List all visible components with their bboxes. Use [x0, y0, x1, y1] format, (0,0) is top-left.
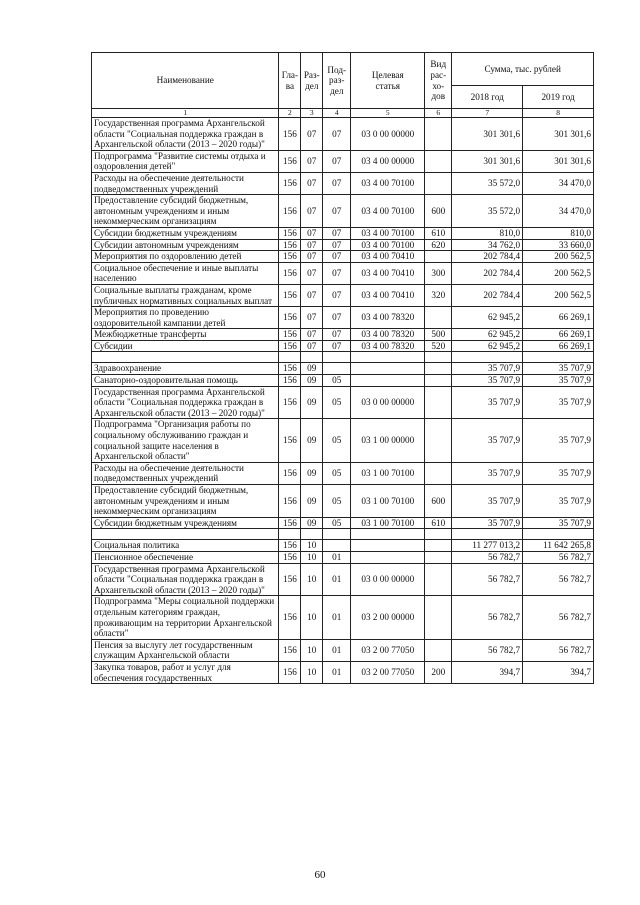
column-number: 8	[523, 109, 594, 118]
row-name: Межбюджетные трансферты	[92, 329, 279, 341]
row-vid	[425, 419, 452, 462]
blank-cell	[425, 352, 452, 363]
row-amount-2019: 56 782,7	[523, 639, 594, 661]
row-target: 03 0 00 00000	[351, 386, 425, 419]
row-target: 03 4 00 78320	[351, 307, 425, 329]
table-body	[92, 118, 594, 684]
table-row	[92, 419, 594, 462]
row-podrazdel: 07	[323, 307, 351, 329]
row-vid	[425, 386, 452, 419]
row-podrazdel: 07	[323, 150, 351, 172]
row-name: Предоставление субсидий бюджетным, автономным учреждениям и иным некоммерческим организациям	[92, 485, 279, 518]
blank-cell	[301, 352, 323, 363]
blank-row	[92, 529, 594, 540]
column-number: 2	[279, 109, 301, 118]
row-amount-2019: 56 782,7	[523, 551, 594, 563]
row-podrazdel: 07	[323, 262, 351, 284]
row-name: Расходы на обеспечение деятельности подведомственных учреждений	[92, 172, 279, 194]
row-amount-2018: 62 945,2	[452, 329, 523, 341]
row-amount-2019: 394,7	[523, 661, 594, 683]
row-podrazdel	[323, 363, 351, 375]
row-name: Мероприятия по оздоровлению детей	[92, 251, 279, 263]
table-row	[92, 375, 594, 387]
row-razdel: 09	[301, 462, 323, 484]
row-name: Здравоохранение	[92, 363, 279, 375]
row-vid	[425, 639, 452, 661]
row-amount-2018: 35 707,9	[452, 386, 523, 419]
blank-cell	[523, 352, 594, 363]
row-amount-2018: 35 707,9	[452, 363, 523, 375]
row-target: 03 4 00 70410	[351, 262, 425, 284]
row-vid: 600	[425, 485, 452, 518]
row-target	[351, 363, 425, 375]
row-razdel: 10	[301, 540, 323, 552]
row-vid	[425, 363, 452, 375]
row-glava: 156	[279, 563, 301, 596]
row-glava: 156	[279, 551, 301, 563]
header-2019: 2019 год	[523, 86, 594, 109]
blank-cell	[301, 529, 323, 540]
row-name: Предоставление субсидий бюджетным, автономным учреждениям и иным некоммерческим организациям	[92, 195, 279, 228]
table-row	[92, 150, 594, 172]
header-razdel: Раз- дел	[301, 53, 323, 109]
table-row	[92, 118, 594, 151]
row-vid	[425, 251, 452, 263]
row-podrazdel: 05	[323, 462, 351, 484]
row-razdel: 07	[301, 329, 323, 341]
row-target: 03 1 00 70100	[351, 462, 425, 484]
row-name: Государственная программа Архангельской области "Социальная поддержка граждан в Архангельской области (2013 – 2020 годы)"	[92, 386, 279, 419]
table-row	[92, 239, 594, 251]
row-razdel: 07	[301, 195, 323, 228]
row-target: 03 4 00 00000	[351, 150, 425, 172]
row-podrazdel: 07	[323, 340, 351, 352]
row-target: 03 1 00 70100	[351, 485, 425, 518]
row-target: 03 0 00 00000	[351, 563, 425, 596]
row-podrazdel: 05	[323, 485, 351, 518]
row-amount-2019: 66 269,1	[523, 340, 594, 352]
row-glava: 156	[279, 639, 301, 661]
row-amount-2018: 35 572,0	[452, 195, 523, 228]
row-name: Пенсионное обеспечение	[92, 551, 279, 563]
row-target	[351, 551, 425, 563]
row-amount-2018: 301 301,6	[452, 118, 523, 151]
row-glava: 156	[279, 172, 301, 194]
row-target: 03 4 00 70100	[351, 239, 425, 251]
row-vid: 320	[425, 284, 452, 306]
row-name: Подпрограмма "Организация работы по социальному обслуживанию граждан и социальной защите населения в Архангельской области"	[92, 419, 279, 462]
table-row	[92, 307, 594, 329]
row-razdel: 07	[301, 150, 323, 172]
row-podrazdel: 05	[323, 419, 351, 462]
table-row	[92, 639, 594, 661]
row-razdel: 07	[301, 172, 323, 194]
row-glava: 156	[279, 363, 301, 375]
row-amount-2018: 11 277 013,2	[452, 540, 523, 552]
table-row	[92, 363, 594, 375]
table-row	[92, 340, 594, 352]
table-row	[92, 172, 594, 194]
column-number: 6	[425, 109, 452, 118]
table-row	[92, 596, 594, 639]
row-razdel: 07	[301, 284, 323, 306]
row-podrazdel: 07	[323, 195, 351, 228]
row-target: 03 2 00 00000	[351, 596, 425, 639]
header-glava: Гла- ва	[279, 53, 301, 109]
row-amount-2018: 394,7	[452, 661, 523, 683]
row-glava: 156	[279, 596, 301, 639]
row-glava: 156	[279, 227, 301, 239]
table-row	[92, 551, 594, 563]
row-amount-2019: 301 301,6	[523, 118, 594, 151]
column-number: 3	[301, 109, 323, 118]
header-2018: 2018 год	[452, 86, 523, 109]
row-name: Социальное обеспечение и иные выплаты населению	[92, 262, 279, 284]
row-podrazdel: 01	[323, 551, 351, 563]
row-target: 03 2 00 77050	[351, 661, 425, 683]
row-podrazdel: 07	[323, 284, 351, 306]
row-name: Государственная программа Архангельской области "Социальная поддержка граждан в Архангельской области (2013 – 2020 годы)"	[92, 118, 279, 151]
row-razdel: 10	[301, 563, 323, 596]
row-target: 03 4 00 70100	[351, 195, 425, 228]
row-amount-2019: 56 782,7	[523, 563, 594, 596]
blank-cell	[523, 529, 594, 540]
row-razdel: 07	[301, 307, 323, 329]
row-razdel: 09	[301, 386, 323, 419]
table-row	[92, 195, 594, 228]
row-amount-2018: 202 784,4	[452, 251, 523, 263]
row-target: 03 1 00 00000	[351, 419, 425, 462]
table-row	[92, 284, 594, 306]
row-glava: 156	[279, 517, 301, 529]
row-amount-2018: 202 784,4	[452, 284, 523, 306]
table-row	[92, 329, 594, 341]
row-amount-2018: 56 782,7	[452, 596, 523, 639]
row-vid: 610	[425, 517, 452, 529]
column-number: 4	[323, 109, 351, 118]
blank-cell	[92, 529, 279, 540]
row-name: Социальная политика	[92, 540, 279, 552]
row-name: Субсидии	[92, 340, 279, 352]
row-podrazdel: 07	[323, 329, 351, 341]
row-razdel: 07	[301, 340, 323, 352]
row-vid	[425, 375, 452, 387]
row-name: Социальные выплаты гражданам, кроме публичных нормативных социальных выплат	[92, 284, 279, 306]
table-row	[92, 262, 594, 284]
row-razdel: 09	[301, 485, 323, 518]
row-glava: 156	[279, 661, 301, 683]
row-glava: 156	[279, 375, 301, 387]
row-vid	[425, 540, 452, 552]
row-name: Расходы на обеспечение деятельности подведомственных учреждений	[92, 462, 279, 484]
row-amount-2019: 35 707,9	[523, 485, 594, 518]
row-glava: 156	[279, 329, 301, 341]
row-razdel: 07	[301, 239, 323, 251]
column-number: 1	[92, 109, 279, 118]
row-amount-2018: 56 782,7	[452, 551, 523, 563]
blank-row	[92, 352, 594, 363]
row-target: 03 4 00 70410	[351, 251, 425, 263]
blank-cell	[351, 529, 425, 540]
blank-cell	[92, 352, 279, 363]
row-podrazdel: 01	[323, 563, 351, 596]
row-amount-2018: 35 707,9	[452, 485, 523, 518]
row-amount-2019: 33 660,0	[523, 239, 594, 251]
row-glava: 156	[279, 150, 301, 172]
blank-cell	[323, 352, 351, 363]
row-glava: 156	[279, 462, 301, 484]
row-razdel: 09	[301, 375, 323, 387]
row-target: 03 1 00 70100	[351, 517, 425, 529]
table-header	[92, 53, 594, 118]
row-name: Государственная программа Архангельской области "Социальная поддержка граждан в Архангельской области (2013 – 2020 годы)"	[92, 563, 279, 596]
row-podrazdel: 07	[323, 239, 351, 251]
row-amount-2019: 35 707,9	[523, 517, 594, 529]
blank-cell	[452, 352, 523, 363]
row-podrazdel: 07	[323, 172, 351, 194]
row-glava: 156	[279, 307, 301, 329]
row-amount-2019: 66 269,1	[523, 329, 594, 341]
row-vid: 610	[425, 227, 452, 239]
blank-cell	[452, 529, 523, 540]
row-razdel: 10	[301, 551, 323, 563]
row-amount-2019: 34 470,0	[523, 195, 594, 228]
row-amount-2019: 200 562,5	[523, 262, 594, 284]
row-name: Мероприятия по проведению оздоровительной кампании детей	[92, 307, 279, 329]
row-target: 03 0 00 00000	[351, 118, 425, 151]
row-vid: 520	[425, 340, 452, 352]
row-name: Субсидии бюджетным учреждениям	[92, 517, 279, 529]
header-target: Целевая статья	[351, 53, 425, 109]
row-razdel: 09	[301, 517, 323, 529]
row-vid	[425, 563, 452, 596]
row-amount-2019: 200 562,5	[523, 251, 594, 263]
column-number: 5	[351, 109, 425, 118]
table-row	[92, 462, 594, 484]
row-amount-2018: 202 784,4	[452, 262, 523, 284]
row-glava: 156	[279, 340, 301, 352]
row-razdel: 09	[301, 419, 323, 462]
row-razdel: 09	[301, 363, 323, 375]
row-podrazdel: 01	[323, 596, 351, 639]
row-podrazdel: 07	[323, 251, 351, 263]
row-amount-2018: 35 707,9	[452, 462, 523, 484]
row-amount-2018: 35 707,9	[452, 375, 523, 387]
row-amount-2019: 35 707,9	[523, 386, 594, 419]
header-podrazdel: Под- раз- дел	[323, 53, 351, 109]
row-amount-2019: 301 301,6	[523, 150, 594, 172]
row-podrazdel: 07	[323, 118, 351, 151]
header-name: Наименование	[92, 53, 279, 109]
row-amount-2019: 35 707,9	[523, 419, 594, 462]
row-razdel: 07	[301, 262, 323, 284]
blank-cell	[279, 352, 301, 363]
blank-cell	[323, 529, 351, 540]
row-glava: 156	[279, 251, 301, 263]
row-target	[351, 540, 425, 552]
column-number-row	[92, 109, 594, 118]
row-amount-2018: 810,0	[452, 227, 523, 239]
row-amount-2019: 34 470,0	[523, 172, 594, 194]
row-podrazdel: 05	[323, 386, 351, 419]
row-vid	[425, 307, 452, 329]
row-amount-2019: 35 707,9	[523, 363, 594, 375]
row-name: Субсидии автономным учреждениям	[92, 239, 279, 251]
row-amount-2018: 34 762,0	[452, 239, 523, 251]
row-name: Санаторно-оздоровительная помощь	[92, 375, 279, 387]
row-amount-2018: 56 782,7	[452, 563, 523, 596]
row-podrazdel: 01	[323, 661, 351, 683]
table-row	[92, 517, 594, 529]
row-target: 03 4 00 70100	[351, 172, 425, 194]
row-razdel: 07	[301, 227, 323, 239]
page-number: 60	[314, 869, 326, 881]
row-vid	[425, 596, 452, 639]
table-row	[92, 563, 594, 596]
row-vid: 600	[425, 195, 452, 228]
row-target: 03 4 00 70410	[351, 284, 425, 306]
blank-cell	[279, 529, 301, 540]
row-podrazdel	[323, 540, 351, 552]
row-vid	[425, 551, 452, 563]
row-vid: 200	[425, 661, 452, 683]
row-razdel: 10	[301, 639, 323, 661]
row-razdel: 07	[301, 118, 323, 151]
row-amount-2018: 35 572,0	[452, 172, 523, 194]
row-vid: 620	[425, 239, 452, 251]
row-name: Пенсия за выслугу лет государственным служащим Архангельской области	[92, 639, 279, 661]
row-glava: 156	[279, 419, 301, 462]
table-row	[92, 661, 594, 683]
row-podrazdel: 05	[323, 517, 351, 529]
header-vid: Вид рас- хо- дов	[425, 53, 452, 109]
row-razdel: 10	[301, 596, 323, 639]
row-glava: 156	[279, 485, 301, 518]
row-amount-2019: 56 782,7	[523, 596, 594, 639]
row-target: 03 2 00 77050	[351, 639, 425, 661]
row-amount-2019: 810,0	[523, 227, 594, 239]
row-glava: 156	[279, 195, 301, 228]
row-amount-2019: 35 707,9	[523, 375, 594, 387]
row-amount-2018: 35 707,9	[452, 517, 523, 529]
row-target: 03 4 00 78320	[351, 340, 425, 352]
row-podrazdel: 07	[323, 227, 351, 239]
header-sum: Сумма, тыс. рублей	[452, 53, 594, 86]
row-vid: 300	[425, 262, 452, 284]
row-amount-2018: 62 945,2	[452, 307, 523, 329]
row-glava: 156	[279, 386, 301, 419]
row-razdel: 07	[301, 251, 323, 263]
row-name: Подпрограмма "Меры социальной поддержки отдельным категориям граждан, проживающим на территории Архангельской области"	[92, 596, 279, 639]
row-amount-2019: 66 269,1	[523, 307, 594, 329]
row-podrazdel: 01	[323, 639, 351, 661]
row-name: Подпрограмма "Развитие системы отдыха и оздоровления детей"	[92, 150, 279, 172]
row-glava: 156	[279, 262, 301, 284]
row-glava: 156	[279, 239, 301, 251]
row-target: 03 4 00 78320	[351, 329, 425, 341]
row-name: Субсидии бюджетным учреждениям	[92, 227, 279, 239]
row-amount-2018: 35 707,9	[452, 419, 523, 462]
row-vid	[425, 462, 452, 484]
column-number: 7	[452, 109, 523, 118]
row-amount-2019: 200 562,5	[523, 284, 594, 306]
row-glava: 156	[279, 118, 301, 151]
row-target: 03 4 00 70100	[351, 227, 425, 239]
row-podrazdel: 05	[323, 375, 351, 387]
table-row	[92, 386, 594, 419]
row-vid	[425, 150, 452, 172]
blank-cell	[425, 529, 452, 540]
row-amount-2018: 56 782,7	[452, 639, 523, 661]
budget-table	[91, 52, 594, 684]
row-vid	[425, 172, 452, 194]
row-amount-2019: 11 642 265,8	[523, 540, 594, 552]
row-name: Закупка товаров, работ и услуг для обеспечения государственных	[92, 661, 279, 683]
blank-cell	[351, 352, 425, 363]
row-amount-2019: 35 707,9	[523, 462, 594, 484]
table-row	[92, 251, 594, 263]
row-vid	[425, 118, 452, 151]
row-glava: 156	[279, 284, 301, 306]
row-glava: 156	[279, 540, 301, 552]
table-row	[92, 227, 594, 239]
row-razdel: 10	[301, 661, 323, 683]
row-amount-2018: 62 945,2	[452, 340, 523, 352]
table-row	[92, 540, 594, 552]
table-row	[92, 485, 594, 518]
row-target	[351, 375, 425, 387]
row-vid: 500	[425, 329, 452, 341]
row-amount-2018: 301 301,6	[452, 150, 523, 172]
